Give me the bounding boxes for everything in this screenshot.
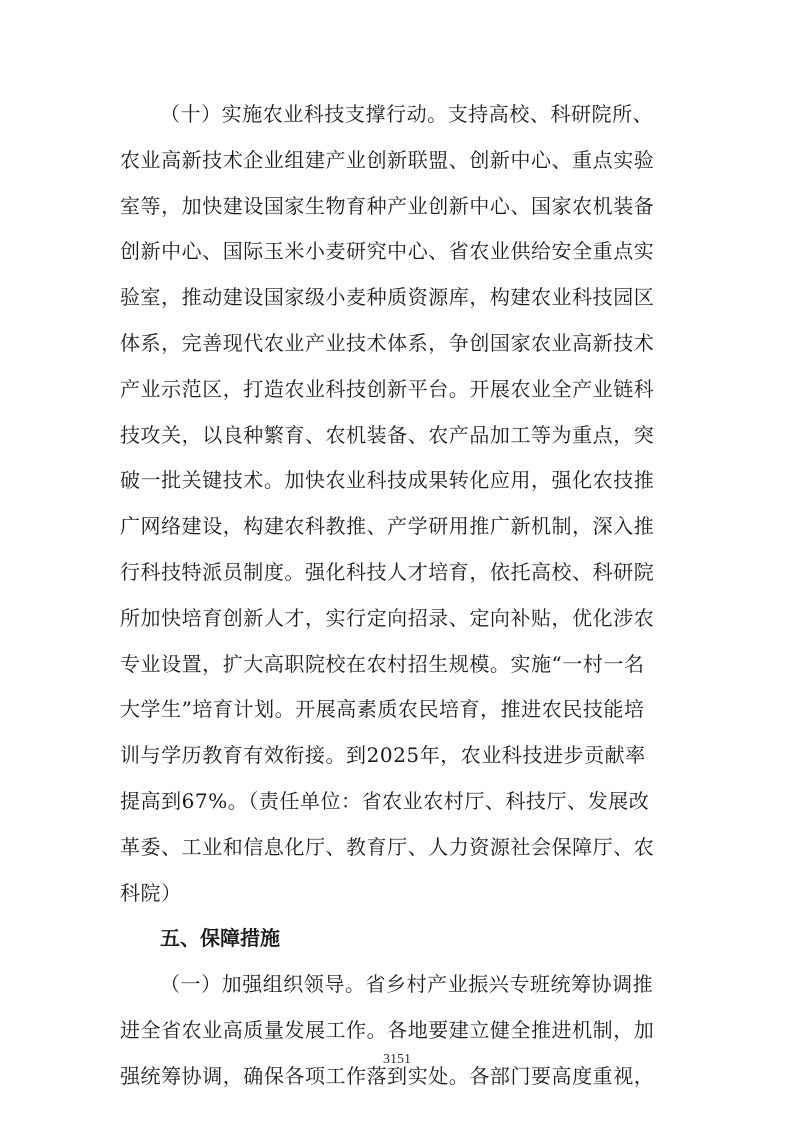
page-number: 3151 (383, 1052, 411, 1067)
paragraph-line: 革委、工业和信息化厅、教育厅、人力资源社会保障厅、农 (120, 834, 655, 859)
paragraph-line: （十）实施农业科技支撑行动。支持高校、科研院所、 (160, 102, 654, 126)
paragraph-line: （一）加强组织领导。省乡村产业振兴专班统筹协调推 (160, 972, 654, 997)
paragraph-line: 进全省农业高质量发展工作。各地要建立健全推进机制，加 (120, 1017, 655, 1042)
paragraph-line: 提高到67%。（责任单位：省农业农村厅、科技厅、发展改 (120, 788, 650, 813)
paragraph-line: 训与学历教育有效衔接。到2025年，农业科技进步贡献率 (120, 743, 646, 768)
body-text (120, 92, 680, 1100)
paragraph-line: 产业示范区，打造农业科技创新平台。开展农业全产业链科 (120, 376, 655, 401)
paragraph-line: 创新中心、国际玉米小麦研究中心、省农业供给安全重点实 (120, 239, 655, 264)
section-heading: 五、保障措施 (160, 926, 280, 951)
paragraph-line: 破一批关键技术。加快农业科技成果转化应用，强化农技推 (120, 468, 655, 493)
paragraph-line: 验室，推动建设国家级小麦种质资源库，构建农业科技园区 (120, 285, 655, 310)
paragraph-line: 技攻关，以良种繁育、农机装备、农产品加工等为重点，突 (120, 422, 655, 447)
paragraph-line: 所加快培育创新人才，实行定向招录、定向补贴，优化涉农 (120, 605, 655, 630)
paragraph-line: 农业高新技术企业组建产业创新联盟、创新中心、重点实验 (120, 147, 655, 172)
paragraph-line: 广网络建设，构建农科教推、产学研用推广新机制，深入推 (120, 514, 655, 539)
paragraph-line: 行科技特派员制度。强化科技人才培育，依托高校、科研院 (120, 559, 655, 584)
paragraph-line: 科院） (120, 880, 182, 905)
paragraph-line: 大学生”培育计划。开展高素质农民培育，推进农民技能培 (120, 697, 645, 722)
paragraph-line: 室等，加快建设国家生物育种产业创新中心、国家农机装备 (120, 193, 655, 218)
paragraph-line: 强统筹协调，确保各项工作落到实处。各部门要高度重视， (120, 1063, 655, 1088)
paragraph-line: 体系，完善现代农业产业技术体系，争创国家农业高新技术 (120, 330, 655, 355)
paragraph-line: 专业设置，扩大高职院校在农村招生规模。实施“一村一名 (120, 651, 645, 676)
